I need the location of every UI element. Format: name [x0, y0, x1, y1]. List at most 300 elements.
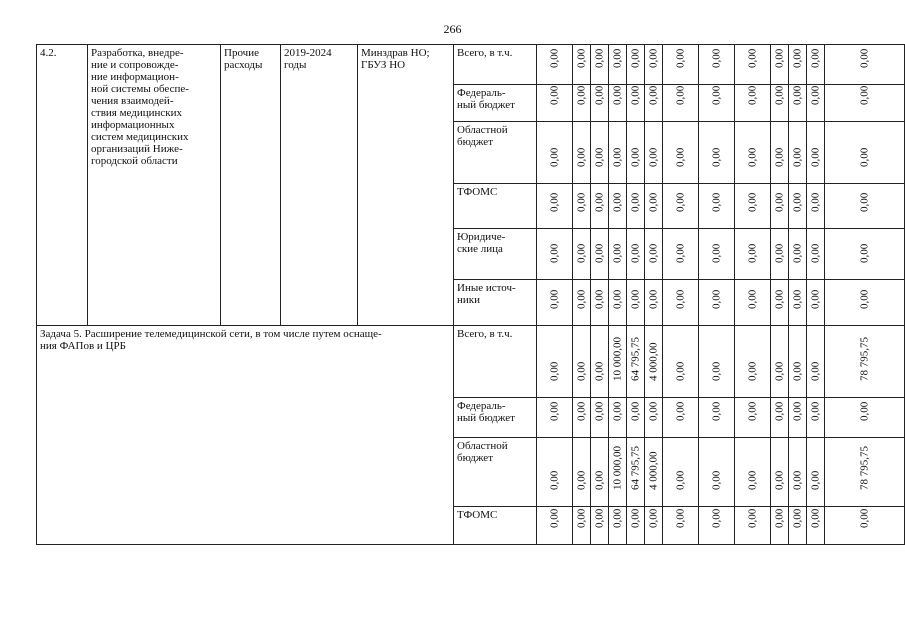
- value-cell: [609, 229, 627, 280]
- text-line: Всего, в т.ч.: [457, 328, 513, 340]
- value-cell: [573, 229, 591, 280]
- value-cell: [807, 184, 825, 229]
- value-text: 0,00: [674, 147, 686, 167]
- value-cell: [807, 326, 825, 398]
- value-text: 0,00: [710, 243, 722, 263]
- value-cell: [627, 398, 645, 438]
- value-text: 0,00: [611, 401, 623, 421]
- value-cell: [627, 229, 645, 280]
- value-text: 0,00: [710, 470, 722, 490]
- value-cell: [573, 122, 591, 184]
- value-text: 0,00: [629, 401, 641, 421]
- value-text: 0,00: [746, 147, 758, 167]
- value-cell: [807, 507, 825, 545]
- value-text: 4 000,00: [647, 451, 659, 490]
- text-line: ный бюджет: [457, 412, 515, 424]
- value-cell: [699, 229, 735, 280]
- value-text: 0,00: [674, 243, 686, 263]
- value-cell: [735, 398, 771, 438]
- value-cell: [591, 229, 609, 280]
- value-cell: [699, 438, 735, 507]
- value-text: 0,00: [548, 401, 560, 421]
- value-cell: [609, 507, 627, 545]
- value-cell: [537, 229, 573, 280]
- value-text: 0,00: [791, 243, 803, 263]
- value-cell: [663, 438, 699, 507]
- value-cell: [771, 184, 789, 229]
- value-cell: [771, 45, 789, 85]
- value-cell: [825, 280, 905, 326]
- value-text: 0,00: [629, 48, 641, 68]
- value-cell: [825, 122, 905, 184]
- value-cell: [645, 326, 663, 398]
- value-text: 0,00: [575, 48, 587, 68]
- value-text: 0,00: [746, 470, 758, 490]
- value-text: 0,00: [858, 147, 870, 167]
- value-text: 0,00: [710, 361, 722, 381]
- value-cell: [699, 85, 735, 122]
- value-cell: [645, 507, 663, 545]
- value-text: 0,00: [611, 289, 623, 309]
- value-text: 0,00: [809, 147, 821, 167]
- value-cell: [609, 184, 627, 229]
- value-cell: [825, 507, 905, 545]
- value-cell: [663, 326, 699, 398]
- value-cell: [699, 398, 735, 438]
- value-cell: [825, 229, 905, 280]
- value-cell: [609, 122, 627, 184]
- value-cell: [699, 326, 735, 398]
- value-text: 0,00: [548, 289, 560, 309]
- text-line: Задача 5. Расширение телемедицинской сети, в том числе путем оснаще-: [40, 328, 382, 340]
- value-cell: [663, 122, 699, 184]
- text-line: Иные источ-: [457, 282, 516, 294]
- text-line: городской области: [91, 155, 178, 167]
- value-text: 0,00: [746, 85, 758, 105]
- value-cell: [573, 85, 591, 122]
- value-text: 0,00: [548, 508, 560, 528]
- value-text: 0,00: [593, 85, 605, 105]
- value-cell: [771, 85, 789, 122]
- value-text: 0,00: [773, 401, 785, 421]
- value-cell: [645, 229, 663, 280]
- value-text: 0,00: [746, 401, 758, 421]
- value-text: 0,00: [674, 508, 686, 528]
- value-text: 0,00: [809, 401, 821, 421]
- value-cell: [789, 326, 807, 398]
- value-cell: [537, 280, 573, 326]
- value-text: 0,00: [593, 361, 605, 381]
- value-text: 0,00: [858, 85, 870, 105]
- value-cell: [789, 280, 807, 326]
- value-cell: [825, 438, 905, 507]
- value-text: 0,00: [611, 243, 623, 263]
- value-text: 0,00: [773, 48, 785, 68]
- value-text: 0,00: [674, 470, 686, 490]
- value-text: 0,00: [629, 192, 641, 212]
- value-text: 0,00: [746, 508, 758, 528]
- period-cell: [281, 45, 358, 326]
- value-text: 0,00: [647, 192, 659, 212]
- value-cell: [663, 184, 699, 229]
- value-text: 0,00: [593, 508, 605, 528]
- value-cell: [645, 280, 663, 326]
- value-text: 0,00: [809, 508, 821, 528]
- value-cell: [771, 326, 789, 398]
- value-text: 0,00: [593, 470, 605, 490]
- value-text: 0,00: [548, 85, 560, 105]
- item-number-cell: 4.2.: [37, 45, 88, 326]
- expense-type-cell: [221, 45, 281, 326]
- value-text: 0,00: [710, 85, 722, 105]
- value-cell: [699, 45, 735, 85]
- value-text: 0,00: [809, 85, 821, 105]
- value-cell: [807, 45, 825, 85]
- value-cell: [771, 122, 789, 184]
- value-cell: [735, 184, 771, 229]
- text-line: расходы: [224, 59, 263, 71]
- value-cell: [591, 184, 609, 229]
- value-cell: [537, 122, 573, 184]
- value-cell: [645, 85, 663, 122]
- text-line: Федераль-: [457, 400, 506, 412]
- value-cell: [825, 184, 905, 229]
- value-text: 0,00: [674, 192, 686, 212]
- value-text: 0,00: [858, 508, 870, 528]
- value-text: 0,00: [791, 192, 803, 212]
- value-text: 0,00: [593, 289, 605, 309]
- value-text: 0,00: [791, 48, 803, 68]
- value-cell: [537, 398, 573, 438]
- text-line: ния ФАПов и ЦРБ: [40, 340, 126, 352]
- budget-table: [36, 44, 905, 545]
- value-text: 0,00: [710, 48, 722, 68]
- value-text: 0,00: [809, 289, 821, 309]
- value-text: 0,00: [647, 401, 659, 421]
- value-text: 0,00: [647, 243, 659, 263]
- value-cell: [573, 280, 591, 326]
- value-cell: [627, 280, 645, 326]
- text-line: 2019-2024: [284, 47, 332, 59]
- value-cell: [645, 398, 663, 438]
- value-text: 0,00: [710, 289, 722, 309]
- value-text: 0,00: [710, 508, 722, 528]
- value-text: 0,00: [611, 147, 623, 167]
- value-cell: [735, 85, 771, 122]
- value-cell: [789, 438, 807, 507]
- value-cell: [789, 398, 807, 438]
- value-text: 0,00: [674, 361, 686, 381]
- value-text: 0,00: [593, 48, 605, 68]
- funding-source-cell: [454, 184, 537, 229]
- value-cell: [591, 507, 609, 545]
- value-text: 0,00: [575, 289, 587, 309]
- value-text: 0,00: [773, 289, 785, 309]
- funding-source-cell: [454, 85, 537, 122]
- value-cell: [789, 229, 807, 280]
- value-text: 0,00: [629, 85, 641, 105]
- value-text: 0,00: [548, 192, 560, 212]
- text-line: ствия медицинских: [91, 107, 183, 119]
- value-text: 0,00: [791, 401, 803, 421]
- value-text: 64 795,75: [629, 446, 641, 490]
- value-cell: [699, 507, 735, 545]
- text-line: чения взаимодей-: [91, 95, 174, 107]
- value-text: 0,00: [575, 192, 587, 212]
- text-line: Федераль-: [457, 87, 506, 99]
- funding-source-cell: [454, 507, 537, 545]
- value-cell: [627, 507, 645, 545]
- value-cell: [663, 229, 699, 280]
- value-cell: [663, 398, 699, 438]
- value-cell: [627, 184, 645, 229]
- value-cell: [537, 184, 573, 229]
- value-cell: [591, 326, 609, 398]
- value-cell: [591, 45, 609, 85]
- value-cell: [699, 184, 735, 229]
- text-line: организаций Ниже-: [91, 143, 183, 155]
- value-cell: [771, 438, 789, 507]
- value-cell: [645, 122, 663, 184]
- value-cell: [537, 326, 573, 398]
- text-line: Минздрав НО;: [361, 47, 430, 59]
- value-cell: [591, 122, 609, 184]
- value-cell: [825, 45, 905, 85]
- value-cell: [573, 438, 591, 507]
- value-cell: [735, 326, 771, 398]
- value-text: 0,00: [773, 85, 785, 105]
- value-text: 0,00: [548, 470, 560, 490]
- value-cell: [735, 122, 771, 184]
- value-text: 10 000,00: [611, 337, 623, 381]
- value-cell: [609, 326, 627, 398]
- value-text: 0,00: [791, 289, 803, 309]
- value-text: 0,00: [611, 85, 623, 105]
- text-line: Разработка, внедре-: [91, 47, 184, 59]
- value-text: 0,00: [858, 192, 870, 212]
- value-cell: [663, 45, 699, 85]
- value-cell: [591, 85, 609, 122]
- value-cell: [537, 438, 573, 507]
- value-cell: [771, 229, 789, 280]
- value-cell: [573, 507, 591, 545]
- value-cell: [699, 122, 735, 184]
- value-text: 0,00: [858, 243, 870, 263]
- value-cell: [537, 85, 573, 122]
- value-text: 0,00: [674, 48, 686, 68]
- text-line: информационных: [91, 119, 175, 131]
- value-cell: [807, 438, 825, 507]
- value-text: 78 795,75: [858, 337, 870, 381]
- text-line: ТФОМС: [457, 509, 498, 521]
- text-line: ние и сопровожде-: [91, 59, 179, 71]
- value-text: 0,00: [647, 289, 659, 309]
- value-text: 0,00: [548, 361, 560, 381]
- text-line: ники: [457, 294, 481, 306]
- value-text: 0,00: [809, 48, 821, 68]
- value-cell: [627, 122, 645, 184]
- value-text: 0,00: [791, 85, 803, 105]
- text-line: Областной: [457, 440, 508, 452]
- value-text: 0,00: [746, 192, 758, 212]
- item-name-cell: [88, 45, 221, 326]
- value-cell: [573, 326, 591, 398]
- value-text: 0,00: [773, 192, 785, 212]
- value-text: 0,00: [593, 243, 605, 263]
- text-line: Юридиче-: [457, 231, 506, 243]
- value-cell: [807, 122, 825, 184]
- value-text: 0,00: [575, 243, 587, 263]
- table-row: [37, 326, 905, 398]
- value-text: 0,00: [575, 470, 587, 490]
- value-text: 0,00: [791, 147, 803, 167]
- value-text: 0,00: [809, 470, 821, 490]
- value-cell: [825, 85, 905, 122]
- value-text: 0,00: [593, 147, 605, 167]
- value-text: 0,00: [809, 243, 821, 263]
- value-text: 0,00: [773, 508, 785, 528]
- value-cell: [609, 280, 627, 326]
- value-text: 0,00: [773, 470, 785, 490]
- value-cell: [645, 184, 663, 229]
- value-text: 0,00: [858, 401, 870, 421]
- value-text: 0,00: [629, 289, 641, 309]
- value-text: 0,00: [593, 192, 605, 212]
- value-cell: [627, 85, 645, 122]
- value-text: 0,00: [773, 243, 785, 263]
- value-text: 0,00: [575, 401, 587, 421]
- value-text: 0,00: [575, 508, 587, 528]
- value-text: 0,00: [647, 147, 659, 167]
- page-number: 266: [443, 22, 462, 36]
- value-text: 0,00: [858, 289, 870, 309]
- value-cell: [609, 398, 627, 438]
- value-cell: [573, 184, 591, 229]
- value-text: 0,00: [773, 361, 785, 381]
- value-text: 0,00: [791, 508, 803, 528]
- value-cell: [771, 280, 789, 326]
- value-cell: [771, 507, 789, 545]
- value-cell: [609, 438, 627, 507]
- value-cell: [645, 45, 663, 85]
- text-line: систем медицинских: [91, 131, 189, 143]
- value-cell: [573, 398, 591, 438]
- text-line: годы: [284, 59, 307, 71]
- value-text: 0,00: [593, 401, 605, 421]
- value-cell: [735, 507, 771, 545]
- value-cell: [789, 184, 807, 229]
- value-cell: [591, 398, 609, 438]
- value-cell: [573, 45, 591, 85]
- value-cell: [789, 85, 807, 122]
- value-cell: [735, 45, 771, 85]
- value-text: 0,00: [710, 192, 722, 212]
- text-line: ный бюджет: [457, 99, 515, 111]
- value-text: 0,00: [611, 508, 623, 528]
- value-cell: [627, 45, 645, 85]
- value-text: 0,00: [629, 508, 641, 528]
- value-cell: [825, 326, 905, 398]
- text-line: ГБУЗ НО: [361, 59, 406, 71]
- value-cell: [627, 326, 645, 398]
- value-cell: [699, 280, 735, 326]
- value-text: 0,00: [809, 192, 821, 212]
- value-text: 0,00: [548, 147, 560, 167]
- funding-source-cell: [454, 122, 537, 184]
- value-text: 0,00: [575, 147, 587, 167]
- value-cell: [807, 229, 825, 280]
- funding-source-cell: [454, 398, 537, 438]
- value-cell: [735, 438, 771, 507]
- value-cell: [609, 45, 627, 85]
- text-line: ТФОМС: [457, 186, 498, 198]
- value-text: 0,00: [611, 192, 623, 212]
- text-line: Областной: [457, 124, 508, 136]
- value-cell: [609, 85, 627, 122]
- text-line: ной системы обеспе-: [91, 83, 189, 95]
- value-text: 0,00: [674, 289, 686, 309]
- value-cell: [807, 85, 825, 122]
- value-cell: [645, 438, 663, 507]
- value-text: 0,00: [647, 85, 659, 105]
- executor-cell: [358, 45, 454, 326]
- value-text: 0,00: [791, 361, 803, 381]
- value-text: 4 000,00: [647, 342, 659, 381]
- text-line: ние информацион-: [91, 71, 179, 83]
- value-cell: [537, 507, 573, 545]
- value-cell: [807, 280, 825, 326]
- value-text: 0,00: [791, 470, 803, 490]
- value-cell: [825, 398, 905, 438]
- text-line: Всего, в т.ч.: [457, 47, 513, 59]
- value-text: 0,00: [710, 401, 722, 421]
- value-cell: [735, 229, 771, 280]
- value-cell: [591, 438, 609, 507]
- text-line: Прочие: [224, 47, 259, 59]
- value-cell: [627, 438, 645, 507]
- value-text: 0,00: [674, 401, 686, 421]
- value-text: 0,00: [710, 147, 722, 167]
- value-cell: [591, 280, 609, 326]
- value-cell: [789, 122, 807, 184]
- value-text: 0,00: [575, 361, 587, 381]
- value-cell: [771, 398, 789, 438]
- value-text: 0,00: [746, 48, 758, 68]
- value-text: 0,00: [611, 48, 623, 68]
- value-text: 64 795,75: [629, 337, 641, 381]
- text-line: ские лица: [457, 243, 503, 255]
- text-line: бюджет: [457, 452, 493, 464]
- funding-source-cell: [454, 326, 537, 398]
- value-text: 0,00: [548, 243, 560, 263]
- funding-source-cell: [454, 280, 537, 326]
- value-text: 0,00: [858, 48, 870, 68]
- value-text: 0,00: [809, 361, 821, 381]
- value-text: 0,00: [746, 243, 758, 263]
- value-text: 0,00: [629, 243, 641, 263]
- funding-source-cell: [454, 438, 537, 507]
- value-cell: [789, 45, 807, 85]
- value-text: 0,00: [647, 48, 659, 68]
- value-cell: [735, 280, 771, 326]
- value-text: 0,00: [773, 147, 785, 167]
- value-text: 78 795,75: [858, 446, 870, 490]
- table-row: [37, 45, 905, 85]
- value-cell: [663, 280, 699, 326]
- value-cell: [663, 507, 699, 545]
- value-text: 0,00: [629, 147, 641, 167]
- value-cell: [663, 85, 699, 122]
